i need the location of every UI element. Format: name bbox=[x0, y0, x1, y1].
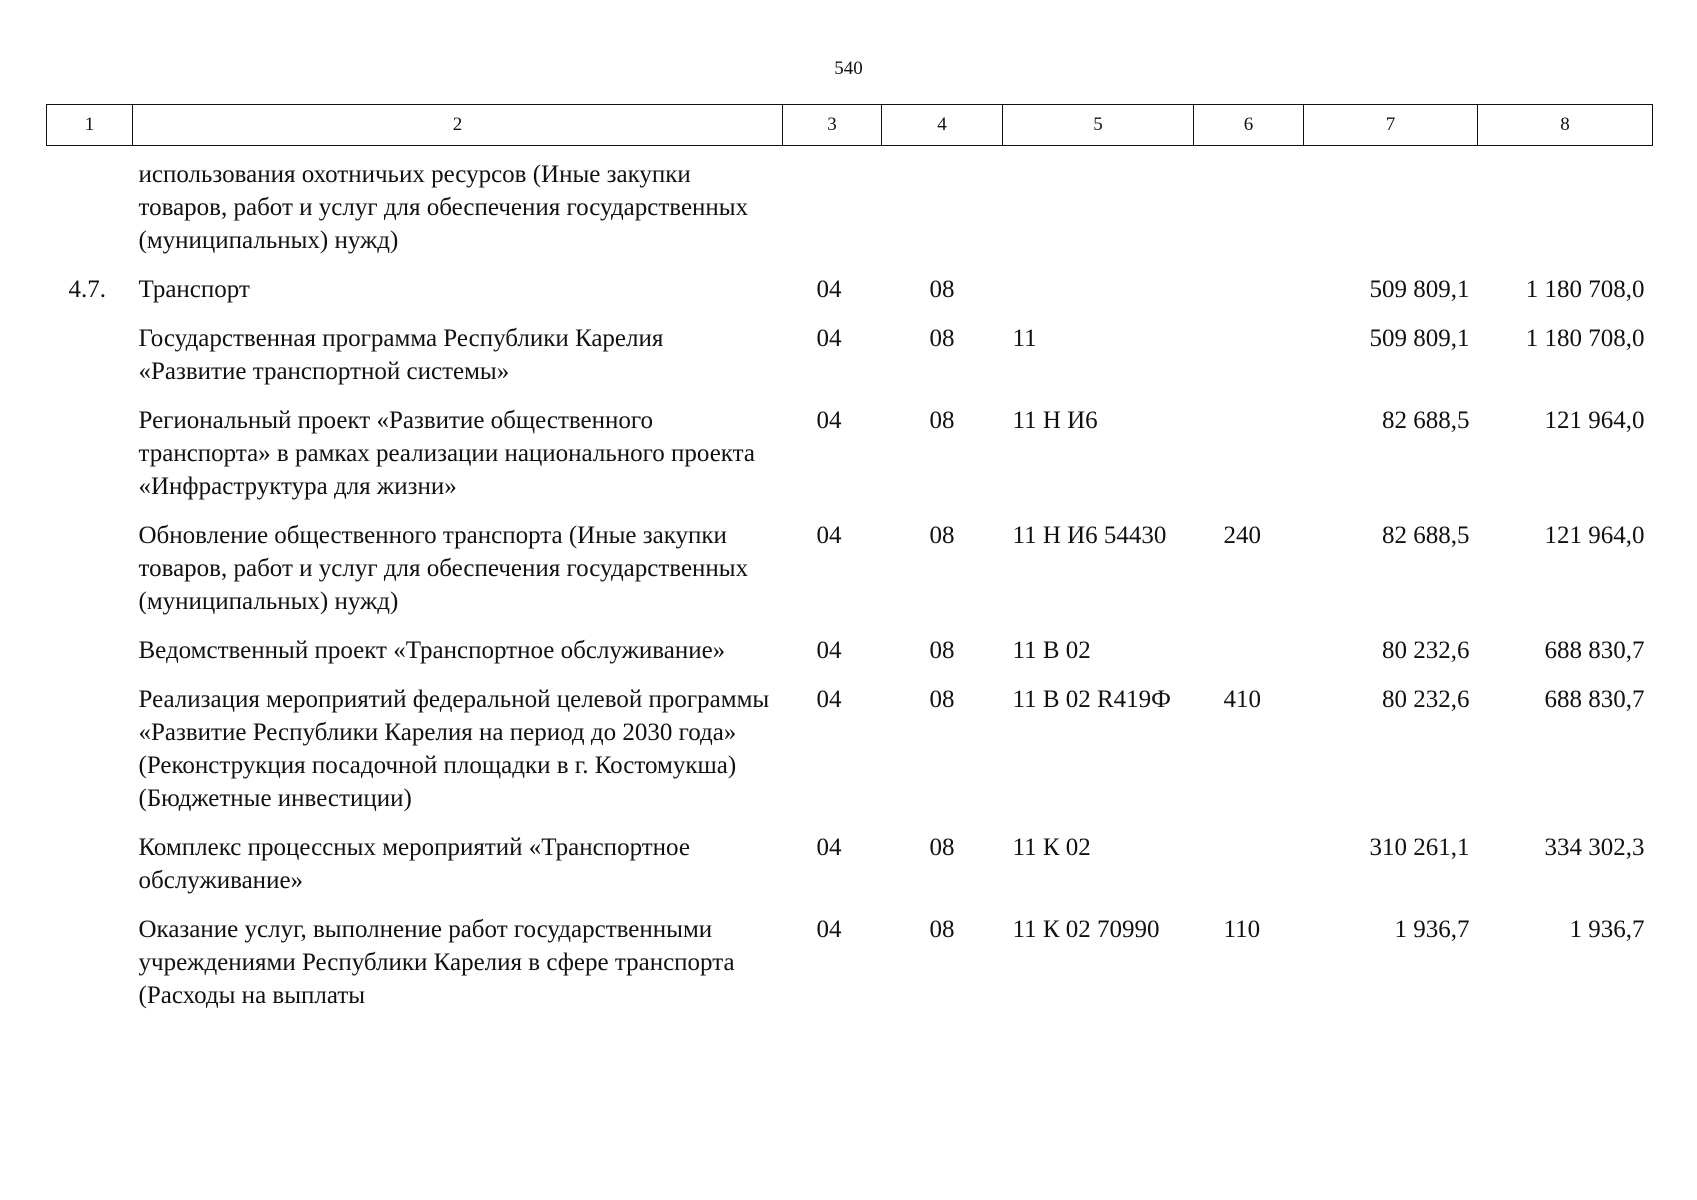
row-expense-type: 110 bbox=[1223, 916, 1261, 943]
column-header: 8 bbox=[1478, 105, 1653, 146]
row-amount-7 bbox=[1304, 146, 1478, 274]
row-expense-type bbox=[1194, 146, 1304, 274]
row-amount-7: 80 232,6 bbox=[1382, 637, 1470, 664]
table-header bbox=[47, 105, 1653, 146]
column-header: 4 bbox=[882, 105, 1003, 146]
row-subsection: 08 bbox=[929, 916, 955, 943]
row-number bbox=[47, 404, 133, 519]
row-number bbox=[47, 831, 133, 913]
row-subsection: 08 bbox=[929, 834, 955, 861]
row-name: Комплекс процессных мероприятий «Транспортное обслуживание» bbox=[138, 834, 690, 894]
row-section: 04 bbox=[816, 916, 842, 943]
column-header: 1 bbox=[47, 105, 133, 146]
row-section: 04 bbox=[816, 637, 842, 664]
row-section: 04 bbox=[816, 834, 842, 861]
table-row bbox=[47, 831, 1653, 913]
row-name: Реализация мероприятий федеральной целевой программы «Развитие Республики Карелия на период до 2030 года» (Реконструкция посадочной площадки в г. Костомукша) (Бюджетные инвестиции) bbox=[138, 686, 770, 812]
table-row bbox=[47, 322, 1653, 404]
row-expense-type bbox=[1194, 322, 1304, 404]
row-name: Обновление общественного транспорта (Иные закупки товаров, работ и услуг для обеспечения государственных (муниципальных) нужд) bbox=[138, 522, 749, 615]
table-row bbox=[47, 273, 1653, 322]
row-amount-7: 310 261,1 bbox=[1369, 834, 1470, 861]
row-expense-type bbox=[1194, 404, 1304, 519]
table-row bbox=[47, 146, 1653, 274]
row-amount-8: 1 180 708,0 bbox=[1525, 325, 1645, 352]
row-name: Региональный проект «Развитие общественного транспорта» в рамках реализации национального проекта «Инфраструктура для жизни» bbox=[138, 407, 755, 500]
row-section bbox=[783, 146, 882, 274]
row-name: Транспорт bbox=[138, 276, 250, 303]
table-row bbox=[47, 913, 1653, 1028]
table-body bbox=[47, 146, 1653, 1029]
row-number bbox=[47, 683, 133, 831]
row-amount-8: 688 830,7 bbox=[1544, 686, 1645, 713]
row-number: 4.7. bbox=[68, 276, 106, 303]
row-target-article bbox=[1003, 273, 1194, 322]
row-name: Ведомственный проект «Транспортное обслуживание» bbox=[138, 637, 726, 664]
row-number bbox=[47, 634, 133, 683]
row-amount-8 bbox=[1478, 146, 1653, 274]
row-section: 04 bbox=[816, 276, 842, 303]
table-row bbox=[47, 404, 1653, 519]
row-name: Государственная программа Республики Карелия «Развитие транспортной системы» bbox=[138, 325, 664, 385]
page-number: 540 bbox=[834, 58, 863, 79]
row-amount-7: 509 809,1 bbox=[1369, 325, 1470, 352]
row-expense-type bbox=[1194, 273, 1304, 322]
column-header: 3 bbox=[783, 105, 882, 146]
column-header: 6 bbox=[1194, 105, 1304, 146]
row-amount-8: 334 302,3 bbox=[1544, 834, 1645, 861]
row-subsection: 08 bbox=[929, 407, 955, 434]
row-subsection: 08 bbox=[929, 637, 955, 664]
row-number bbox=[47, 146, 133, 274]
row-amount-7: 82 688,5 bbox=[1382, 522, 1470, 549]
row-expense-type: 240 bbox=[1223, 522, 1261, 549]
row-target-article: 11 В 02 bbox=[1012, 637, 1091, 664]
row-name: использования охотничьих ресурсов (Иные закупки товаров, работ и услуг для обеспечения государственных (муниципальных) нужд) bbox=[138, 161, 749, 254]
row-number bbox=[47, 322, 133, 404]
row-section: 04 bbox=[816, 686, 842, 713]
column-header: 5 bbox=[1003, 105, 1194, 146]
row-amount-7: 80 232,6 bbox=[1382, 686, 1470, 713]
row-target-article: 11 Н И6 bbox=[1012, 407, 1098, 434]
row-target-article bbox=[1003, 146, 1194, 274]
row-name: Оказание услуг, выполнение работ государственными учреждениями Республики Карелия в сфере транспорта (Расходы на выплаты bbox=[138, 916, 735, 1009]
table-row bbox=[47, 519, 1653, 634]
row-expense-type: 410 bbox=[1223, 686, 1261, 713]
row-section: 04 bbox=[816, 522, 842, 549]
row-number bbox=[47, 519, 133, 634]
row-subsection: 08 bbox=[929, 276, 955, 303]
table-row bbox=[47, 683, 1653, 831]
row-subsection: 08 bbox=[929, 686, 955, 713]
column-header: 7 bbox=[1304, 105, 1478, 146]
row-target-article: 11 bbox=[1012, 325, 1037, 352]
row-expense-type bbox=[1194, 634, 1304, 683]
row-amount-8: 1 936,7 bbox=[1569, 916, 1645, 943]
column-header: 2 bbox=[133, 105, 783, 146]
row-target-article: 11 Н И6 54430 bbox=[1012, 522, 1167, 549]
row-amount-7: 82 688,5 bbox=[1382, 407, 1470, 434]
column-number-row bbox=[47, 105, 1653, 146]
row-amount-8: 121 964,0 bbox=[1544, 407, 1645, 434]
row-expense-type bbox=[1194, 831, 1304, 913]
row-amount-8: 121 964,0 bbox=[1544, 522, 1645, 549]
row-section: 04 bbox=[816, 325, 842, 352]
row-amount-8: 1 180 708,0 bbox=[1525, 276, 1645, 303]
row-target-article: 11 В 02 R419Ф bbox=[1012, 686, 1171, 713]
row-subsection: 08 bbox=[929, 325, 955, 352]
row-section: 04 bbox=[816, 407, 842, 434]
row-subsection bbox=[882, 146, 1003, 274]
row-target-article: 11 К 02 bbox=[1012, 834, 1091, 861]
row-number bbox=[47, 913, 133, 1028]
table-row bbox=[47, 634, 1653, 683]
row-amount-7: 1 936,7 bbox=[1394, 916, 1470, 943]
row-amount-8: 688 830,7 bbox=[1544, 637, 1645, 664]
row-amount-7: 509 809,1 bbox=[1369, 276, 1470, 303]
row-subsection: 08 bbox=[929, 522, 955, 549]
row-target-article: 11 К 02 70990 bbox=[1012, 916, 1160, 943]
budget-table bbox=[46, 104, 1653, 1028]
